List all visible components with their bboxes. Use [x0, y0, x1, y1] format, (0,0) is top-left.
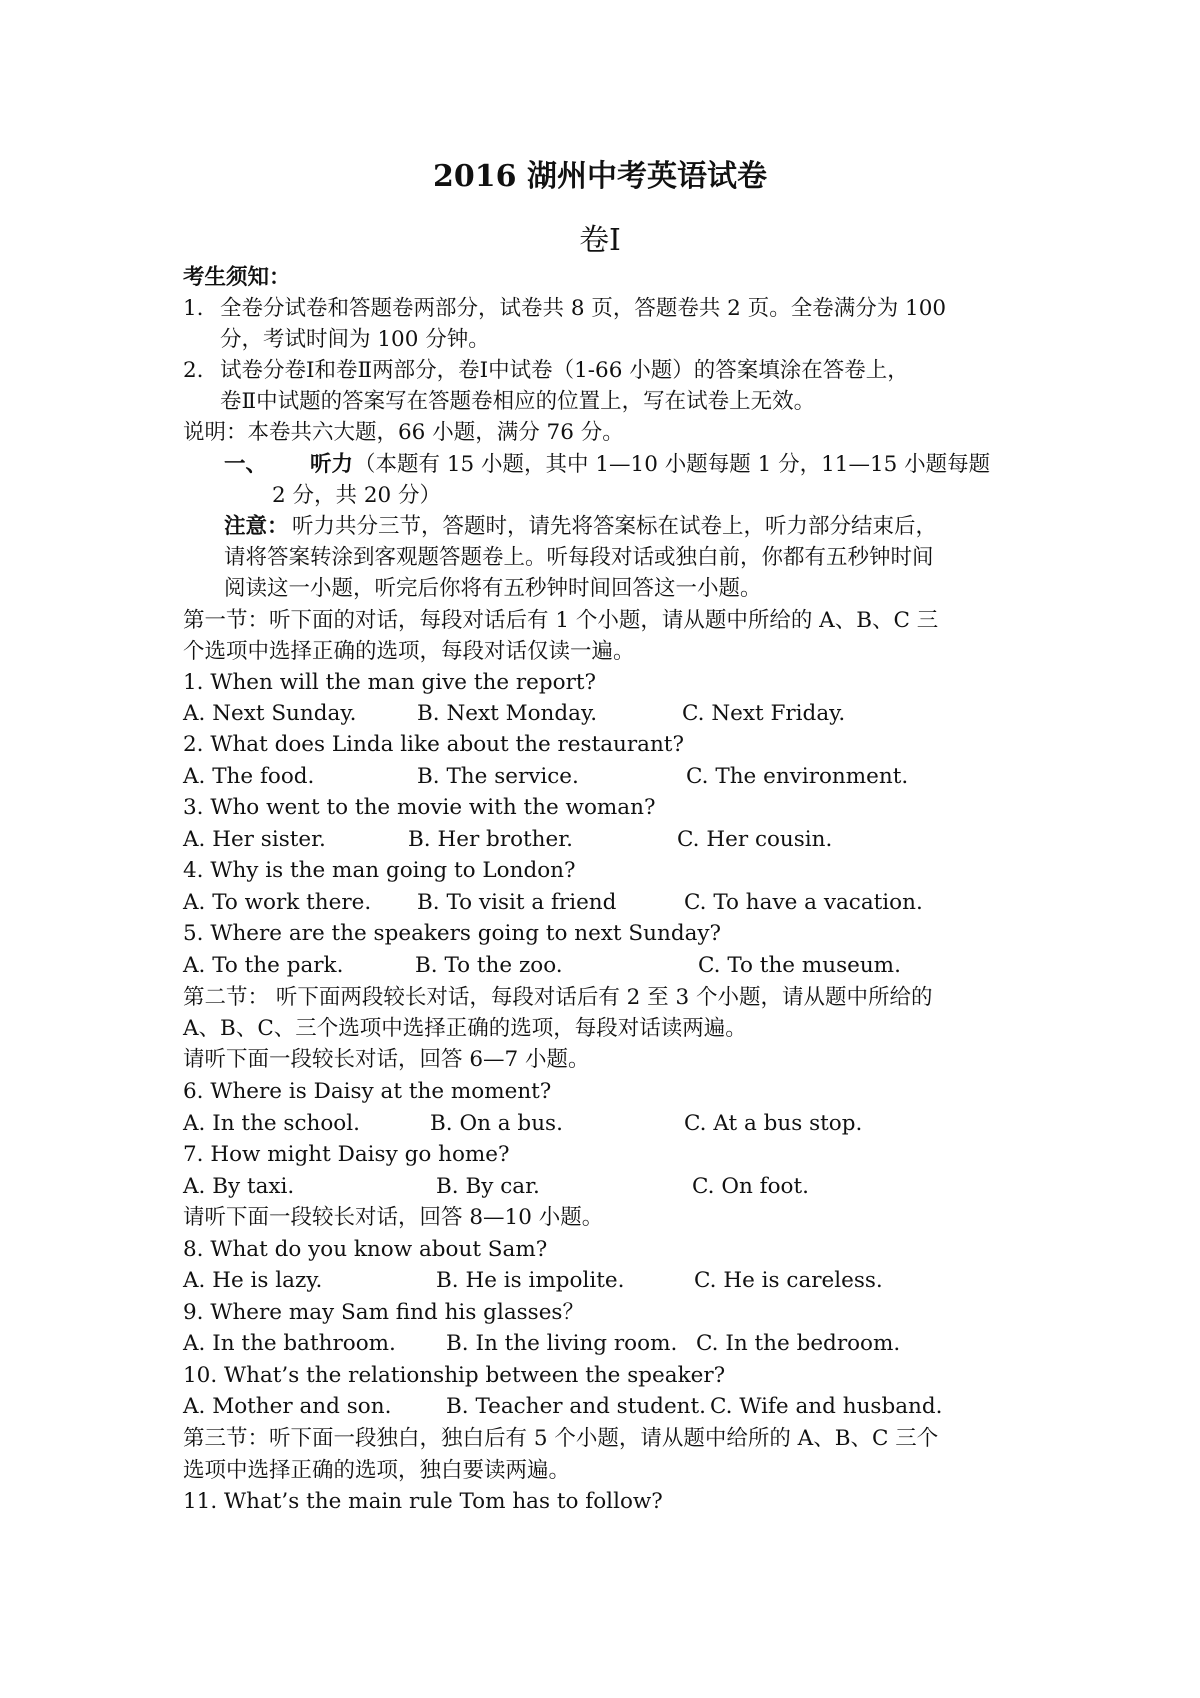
- notice-item-line: 卷Ⅱ中试题的答案写在答题卷相应的位置上，写在试卷上无效。: [220, 389, 816, 414]
- notice-item-line: 试卷分卷Ⅰ和卷Ⅱ两部分，卷Ⅰ中试卷（1-66 小题）的答案填涂在答卷上，: [220, 358, 909, 383]
- part-description: 2 分，共 20 分）: [272, 483, 442, 508]
- notice-item-num: 2.: [183, 358, 204, 383]
- question: 11. What’s the main rule Tom has to follow?: [183, 1489, 663, 1514]
- option-b: B. In the living room.: [446, 1331, 678, 1356]
- question: 3. Who went to the movie with the woman?: [183, 795, 656, 820]
- option-c: C. At a bus stop.: [684, 1111, 863, 1136]
- dialogue-intro: 请听下面一段较长对话，回答 8—10 小题。: [183, 1205, 604, 1230]
- question: 2. What does Linda like about the restaurant?: [183, 732, 684, 757]
- section-instruction: A、B、C、三个选项中选择正确的选项，每段对话读两遍。: [183, 1016, 747, 1041]
- option-c: C. To have a vacation.: [684, 890, 923, 915]
- option-a: A. The food.: [183, 764, 315, 789]
- question: 8. What do you know about Sam?: [183, 1237, 548, 1262]
- page-title: 2016 湖州中考英语试卷: [433, 159, 767, 194]
- option-c: C. The environment.: [686, 764, 909, 789]
- note-text: 请将答案转涂到客观题答题卷上。听每段对话或独白前，你都有五秒钟时间: [224, 545, 934, 570]
- part-number: 一、: [224, 452, 268, 477]
- question: 6. Where is Daisy at the moment?: [183, 1079, 552, 1104]
- section-instruction: 个选项中选择正确的选项，每段对话仅读一遍。: [183, 639, 635, 664]
- option-b: B. Teacher and student.: [446, 1394, 706, 1419]
- question: 7. How might Daisy go home?: [183, 1142, 510, 1167]
- part-description: （本题有 15 小题，其中 1—10 小题每题 1 分，11—15 小题每题: [354, 452, 991, 477]
- option-b: B. On a bus.: [430, 1111, 563, 1136]
- option-b: B. To visit a friend: [417, 890, 617, 915]
- option-c: C. Wife and husband.: [710, 1394, 943, 1419]
- question: 4. Why is the man going to London?: [183, 858, 576, 883]
- option-a: A. In the school.: [183, 1111, 360, 1136]
- option-c: C. Her cousin.: [677, 827, 833, 852]
- part-name: 听力: [310, 452, 354, 477]
- option-b: B. Her brother.: [408, 827, 573, 852]
- option-a: A. By taxi.: [183, 1174, 295, 1199]
- notice-item-line: 全卷分试卷和答题卷两部分，试卷共 8 页，答题卷共 2 页。全卷满分为 100: [220, 296, 947, 321]
- option-a: A. In the bathroom.: [183, 1331, 396, 1356]
- question: 5. Where are the speakers going to next Sunday?: [183, 921, 722, 946]
- section-instruction: 第二节： 听下面两段较长对话，每段对话后有 2 至 3 个小题，请从题中所给的: [183, 985, 933, 1010]
- option-c: C. He is careless.: [694, 1268, 883, 1293]
- note-text: 阅读这一小题，听完后你将有五秒钟时间回答这一小题。: [224, 576, 762, 601]
- question: 9. Where may Sam find his glasses？: [183, 1300, 584, 1325]
- question: 10. What’s the relationship between the speaker?: [183, 1363, 726, 1388]
- option-a: A. To work there.: [183, 890, 372, 915]
- explanation: 说明：本卷共六大题，66 小题，满分 76 分。: [183, 420, 624, 445]
- option-a: A. To the park.: [183, 953, 344, 978]
- option-b: B. He is impolite.: [436, 1268, 625, 1293]
- notice-item-num: 1.: [183, 296, 204, 321]
- note-text: 听力共分三节，答题时，请先将答案标在试卷上，听力部分结束后，: [292, 514, 938, 539]
- section-instruction: 第一节：听下面的对话，每段对话后有 1 个小题，请从题中所给的 A、B、C 三: [183, 608, 939, 633]
- question: 1. When will the man give the report?: [183, 670, 597, 695]
- note-label: 注意：: [224, 514, 289, 539]
- option-a: A. Her sister.: [183, 827, 326, 852]
- option-b: B. To the zoo.: [415, 953, 563, 978]
- notice-item-line: 分，考试时间为 100 分钟。: [220, 327, 490, 352]
- option-c: C. To the museum.: [698, 953, 901, 978]
- option-a: A. He is lazy.: [183, 1268, 323, 1293]
- option-b: B. By car.: [436, 1174, 540, 1199]
- section-instruction: 选项中选择正确的选项，独白要读两遍。: [183, 1458, 571, 1483]
- dialogue-intro: 请听下面一段较长对话，回答 6—7 小题。: [183, 1047, 590, 1072]
- option-c: C. In the bedroom.: [696, 1331, 901, 1356]
- page-subtitle: 卷Ⅰ: [579, 223, 621, 258]
- option-a: A. Next Sunday.: [183, 701, 357, 726]
- section-instruction: 第三节：听下面一段独白，独白后有 5 个小题，请从题中给所的 A、B、C 三个: [183, 1426, 939, 1451]
- option-c: C. Next Friday.: [682, 701, 846, 726]
- notice-heading: 考生须知：: [183, 265, 291, 290]
- option-a: A. Mother and son.: [183, 1394, 392, 1419]
- option-b: B. Next Monday.: [417, 701, 598, 726]
- option-b: B. The service.: [417, 764, 579, 789]
- option-c: C. On foot.: [692, 1174, 809, 1199]
